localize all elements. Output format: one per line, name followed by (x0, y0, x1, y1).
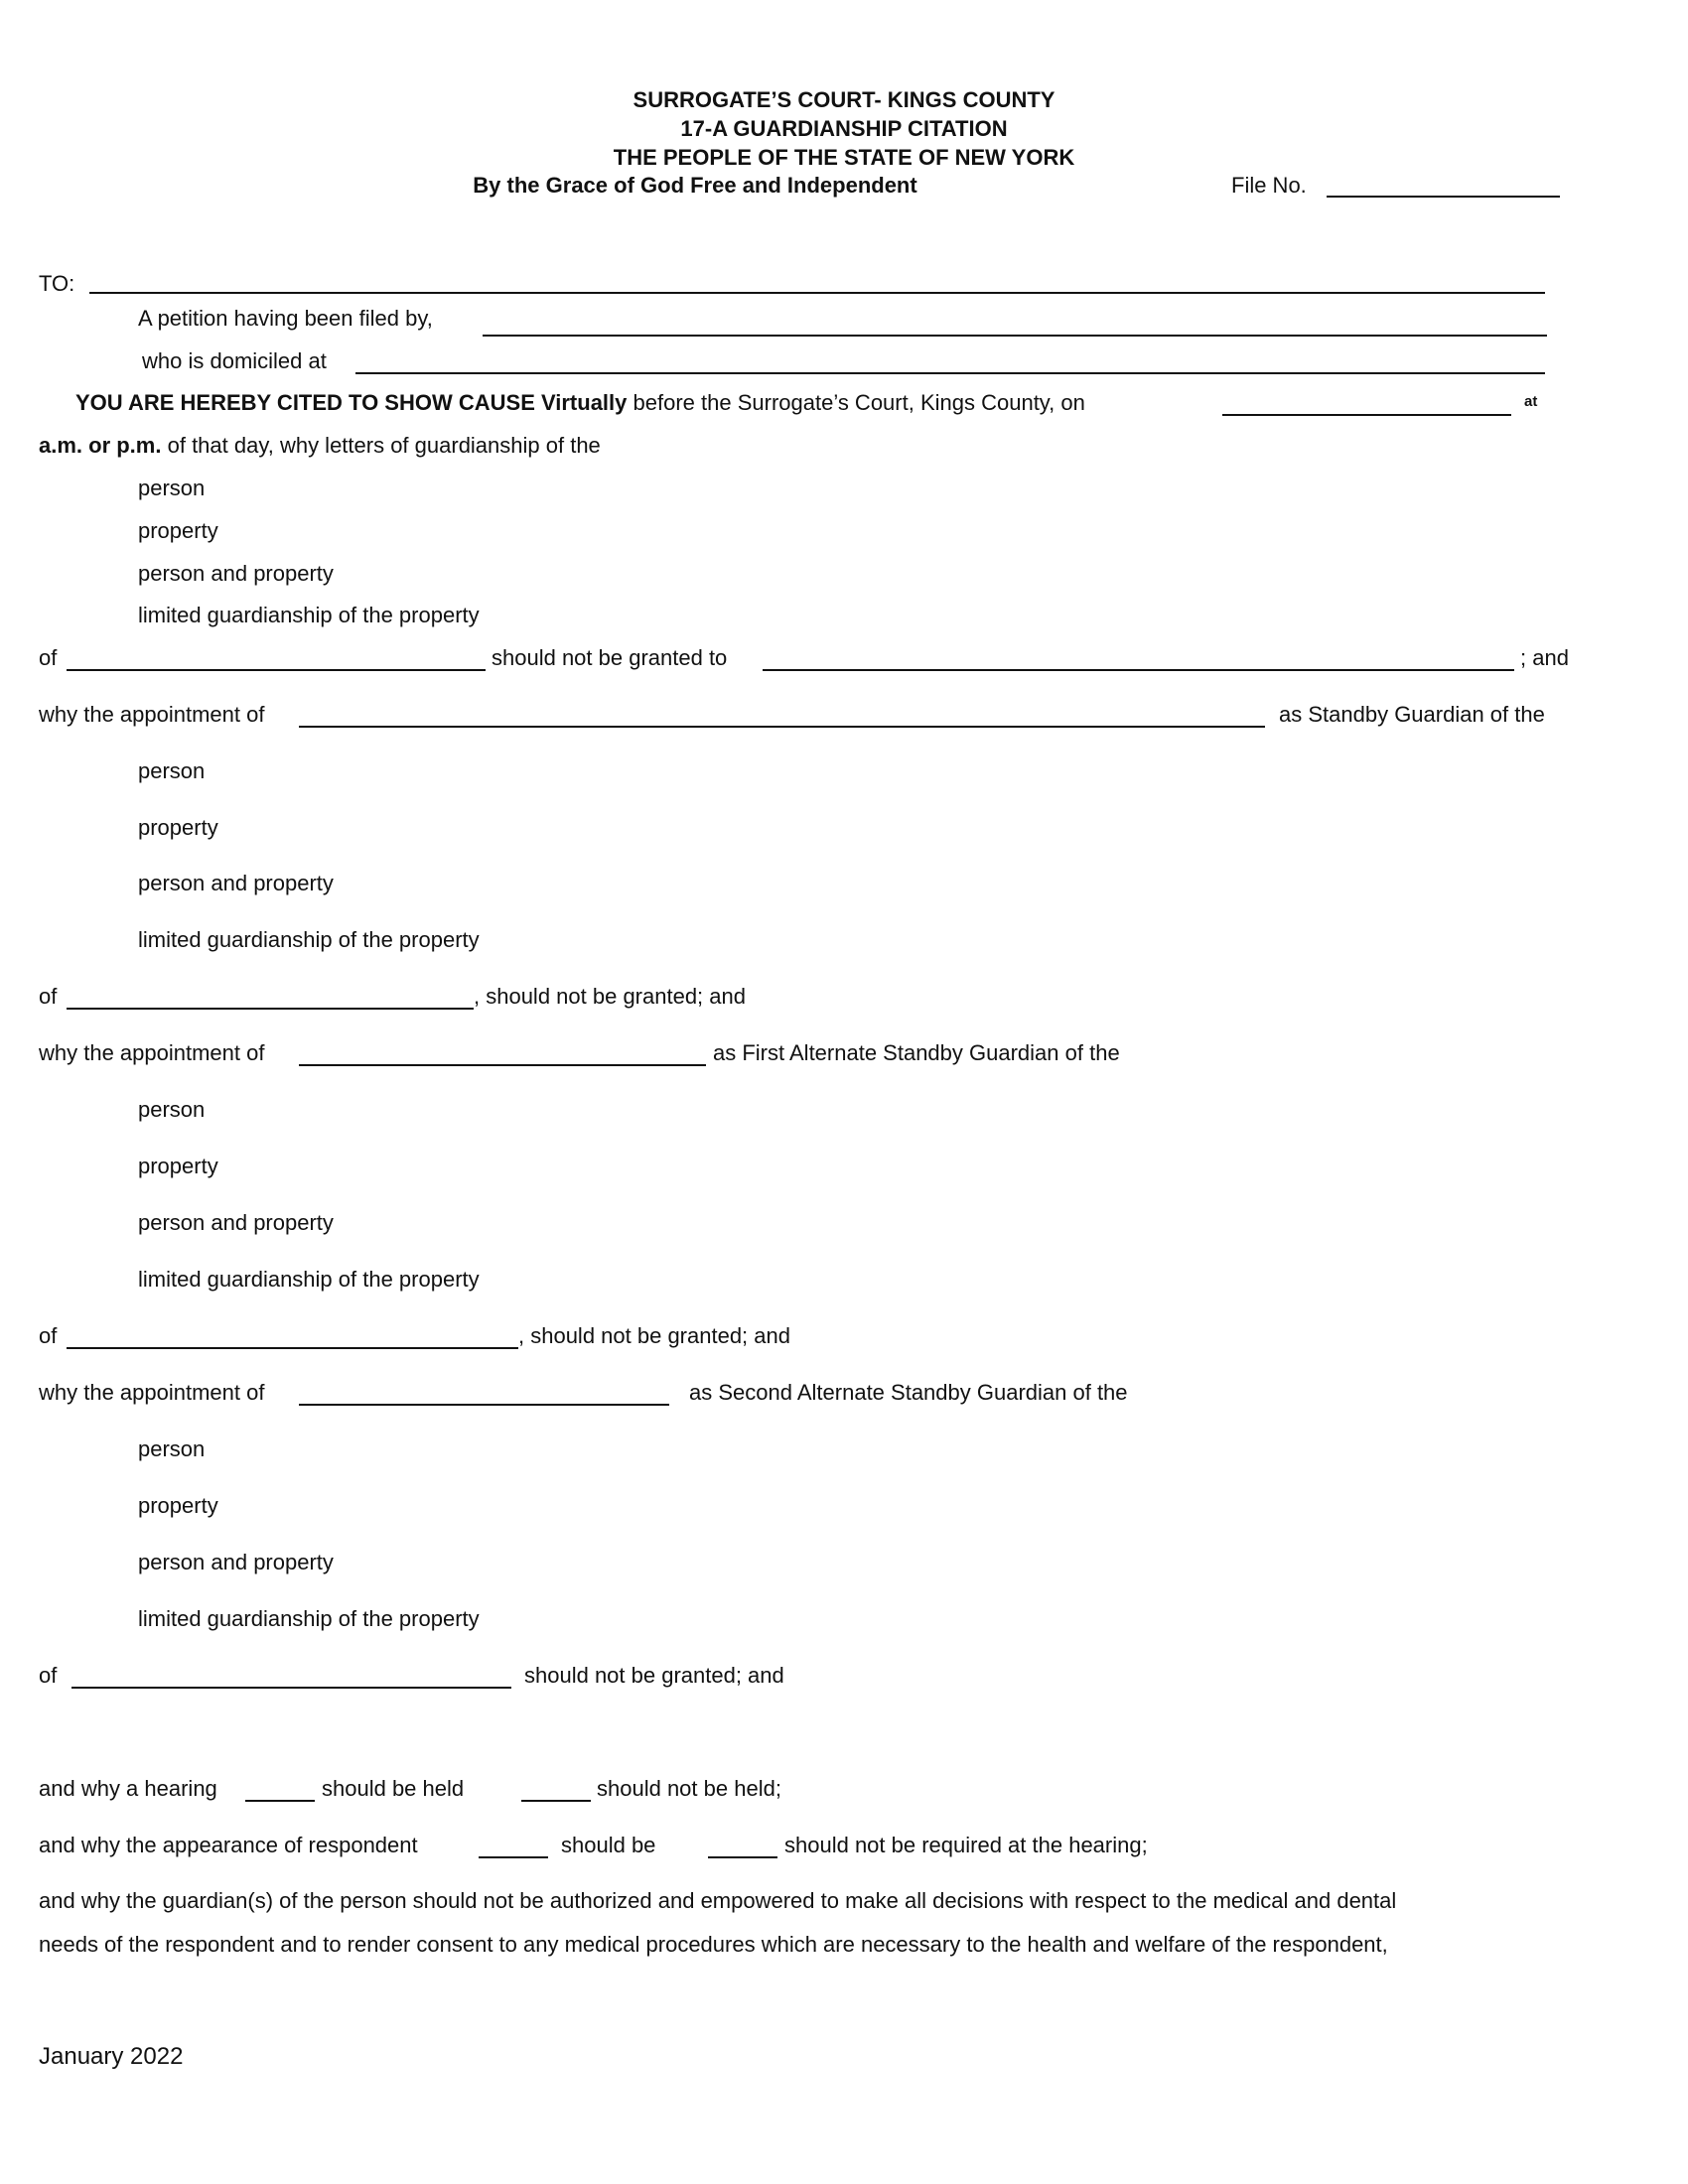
hearing-lead: and why a hearing (39, 1776, 217, 1801)
hearing-not-held-field[interactable] (521, 1800, 591, 1802)
option-person-and-property: person and property (138, 1550, 334, 1574)
option-limited: limited guardianship of the property (138, 1267, 480, 1292)
appearance-lead: and why the appearance of respondent (39, 1833, 418, 1857)
hearing-date-field[interactable] (1222, 414, 1511, 416)
option-person: person (138, 1436, 206, 1461)
option-person: person (138, 476, 206, 500)
cited-bold: YOU ARE HEREBY CITED TO SHOW CAUSE Virtually (75, 390, 628, 415)
standby-as-label: as Standby Guardian of the (1279, 702, 1545, 727)
option-person: person (138, 758, 206, 783)
first-alt-as-label: as First Alternate Standby Guardian of the (713, 1040, 1120, 1065)
option-limited: limited guardianship of the property (138, 603, 480, 627)
and-label: ; and (1520, 645, 1569, 670)
standby-tail: , should not be granted; and (474, 984, 746, 1009)
to-label: TO: (39, 271, 75, 296)
option-person: person (138, 1097, 206, 1122)
petition-label: A petition having been filed by, (138, 306, 433, 331)
option-property: property (138, 1493, 218, 1518)
medical-line-2: needs of the respondent and to render consent to any medical procedures which are necessary to the health and welfare of the respondent, (39, 1932, 1388, 1957)
second-alt-tail: should not be granted; and (524, 1663, 784, 1688)
of-label: of (39, 984, 58, 1009)
option-limited: limited guardianship of the property (138, 1606, 480, 1631)
file-no-label: File No. (1231, 173, 1307, 198)
footer-date: January 2022 (39, 2043, 184, 2070)
to-field[interactable] (89, 292, 1545, 294)
standby-why-label: why the appointment of (39, 702, 265, 727)
guardian-field[interactable] (763, 669, 1514, 671)
first-alt-respondent-field[interactable] (67, 1347, 518, 1349)
appearance-be-field[interactable] (479, 1856, 548, 1858)
second-alt-respondent-field[interactable] (71, 1687, 511, 1689)
hearing-held-label: should be held (322, 1776, 465, 1801)
medical-line-1: and why the guardian(s) of the person should not be authorized and empowered to make all decisions with respect to the medical and dental (39, 1888, 1397, 1913)
appearance-not-be-label: should not be required at the hearing; (784, 1833, 1148, 1857)
option-person-and-property: person and property (138, 561, 334, 586)
cited-line (75, 389, 1085, 417)
second-alt-guardian-field[interactable] (299, 1404, 669, 1406)
cited-rest: before the Surrogate’s Court, Kings County, on (633, 390, 1085, 415)
option-property: property (138, 1154, 218, 1178)
option-limited: limited guardianship of the property (138, 927, 480, 952)
domiciled-label: who is domiciled at (142, 348, 327, 373)
first-alt-tail: , should not be granted; and (518, 1323, 790, 1348)
option-person-and-property: person and property (138, 871, 334, 895)
granted-to-label: should not be granted to (492, 645, 728, 670)
respondent-field[interactable] (67, 669, 486, 671)
option-person-and-property: person and property (138, 1210, 334, 1235)
option-property: property (138, 815, 218, 840)
of-label: of (39, 1323, 58, 1348)
file-no-field[interactable] (1327, 196, 1560, 198)
petitioner-field[interactable] (483, 335, 1547, 337)
court-title: SURROGATE’S COURT- KINGS COUNTY (633, 87, 1055, 112)
appearance-not-be-field[interactable] (708, 1856, 777, 1858)
hearing-not-held-label: should not be held; (597, 1776, 781, 1801)
standby-respondent-field[interactable] (67, 1008, 474, 1010)
grace-line: By the Grace of God Free and Independent (473, 173, 917, 198)
hearing-held-field[interactable] (245, 1800, 315, 1802)
ampm-rest: of that day, why letters of guardianship of the (167, 433, 601, 458)
appearance-be-label: should be (561, 1833, 656, 1857)
second-alt-why-label: why the appointment of (39, 1380, 265, 1405)
ampm-bold: a.m. or p.m. (39, 433, 162, 458)
citation-title: 17-A GUARDIANSHIP CITATION (680, 116, 1008, 141)
second-alt-as-label: as Second Alternate Standby Guardian of the (689, 1380, 1128, 1405)
option-property: property (138, 518, 218, 543)
ampm-line (39, 432, 601, 460)
standby-guardian-field[interactable] (299, 726, 1265, 728)
domicile-field[interactable] (355, 372, 1545, 374)
first-alt-why-label: why the appointment of (39, 1040, 265, 1065)
first-alt-guardian-field[interactable] (299, 1064, 706, 1066)
of-label: of (39, 645, 58, 670)
at-label: at (1524, 393, 1538, 410)
of-label: of (39, 1663, 58, 1688)
people-title: THE PEOPLE OF THE STATE OF NEW YORK (613, 145, 1075, 170)
